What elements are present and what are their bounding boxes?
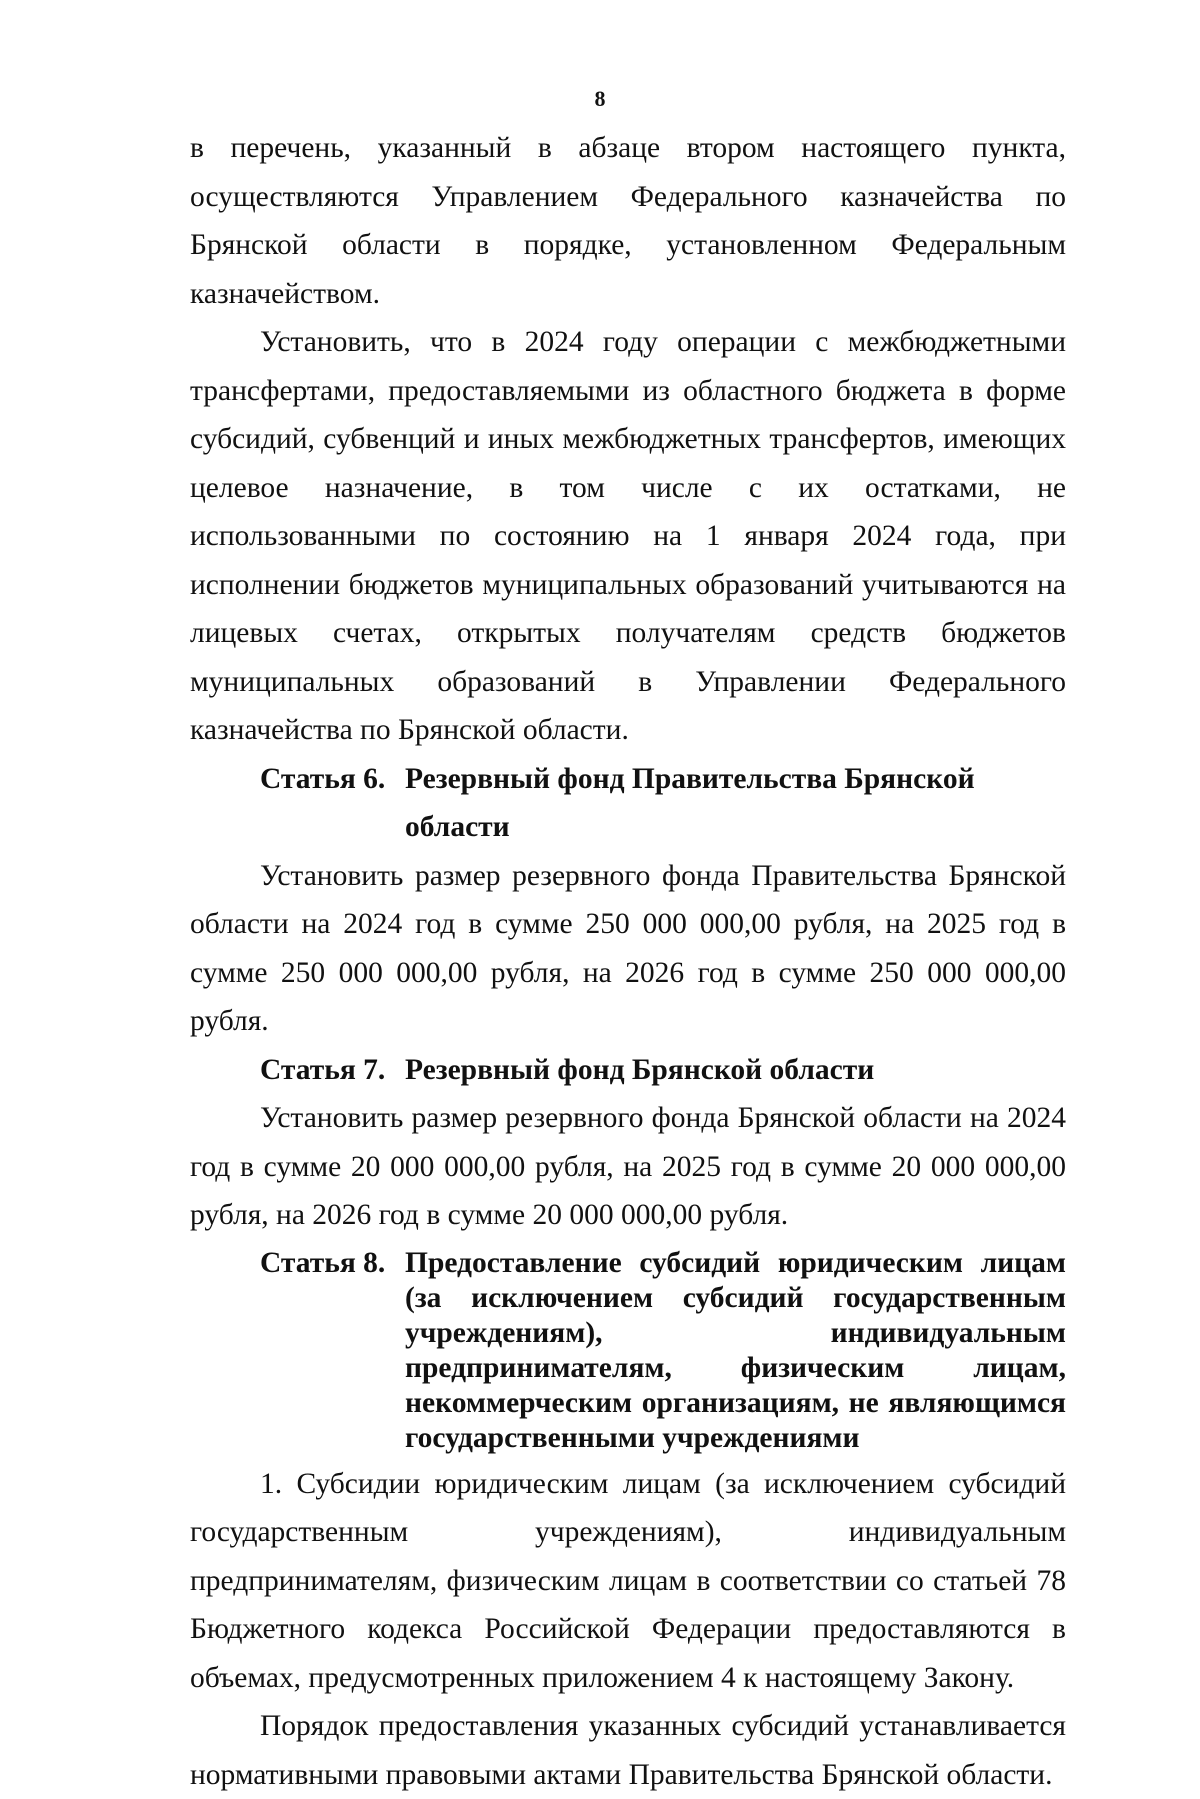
- paragraph-continuation: в перечень, указанный в абзаце втором настоящего пункта, осуществляются Управлением Федерального казначейства по Брянской области в порядке, установленном Федеральным казначейством.: [190, 132, 1066, 310]
- article-7-title: Резервный фонд Брянской области: [405, 1053, 875, 1086]
- paragraph-interbudget-transfers: Установить, что в 2024 году операции с межбюджетными трансфертами, предоставляемыми из областного бюджета в форме субсидий, субвенций и иных межбюджетных трансфертов, имеющих целевое назначение, в том числе с их остатками, не использованными по состоянию на 1 января 2024 года, при исполнении бюджетов муниципальных образований учитываются на лицевых счетах, открытых получателям средств бюджетов муниципальных образований в Управлении Федерального казначейства по Брянской области.: [190, 326, 1066, 746]
- article-8-title: Предоставление субсидий юридическим лицам (за исключением субсидий государственным учреждениям), индивидуальным предпринимателям, физическим лицам, некоммерческим организациям, не являющимся государственными учреждениями: [405, 1246, 1066, 1454]
- page-number: 8: [594, 86, 606, 111]
- document-body: [190, 124, 1066, 1799]
- article-6-title: Резервный фонд Правительства Брянской области: [405, 762, 975, 843]
- article-7-number: Статья 7.: [260, 1053, 386, 1086]
- article-8-number: Статья 8.: [260, 1246, 386, 1279]
- paragraph-subsidies-point-1: 1. Субсидии юридическим лицам (за исключением субсидий государственным учреждениям), индивидуальным предпринимателям, физическим лицам в соответствии со статьей 78 Бюджетного кодекса Российской Федерации предоставляются в объемах, предусмотренных приложением 4 к настоящему Закону.: [190, 1467, 1066, 1694]
- paragraph-government-reserve-fund: Установить размер резервного фонда Правительства Брянской области на 2024 год в сумме 250 000 000,00 рубля, на 2025 год в сумме 250 000 000,00 рубля, на 2026 год в сумме 250 000 000,00 рубля.: [190, 859, 1066, 1037]
- article-7-heading: [190, 1046, 1066, 1095]
- paragraph-region-reserve-fund: Установить размер резервного фонда Брянской области на 2024 год в сумме 20 000 000,00 рубля, на 2025 год в сумме 20 000 000,00 рубля, на 2026 год в сумме 20 000 000,00 рубля.: [190, 1102, 1066, 1231]
- article-8-heading: [190, 1246, 1066, 1456]
- article-6-number: Статья 6.: [260, 762, 386, 795]
- paragraph-subsidies-procedure: Порядок предоставления указанных субсидий устанавливается нормативными правовыми актами Правительства Брянской области.: [190, 1710, 1066, 1791]
- article-6-heading: [190, 755, 1066, 852]
